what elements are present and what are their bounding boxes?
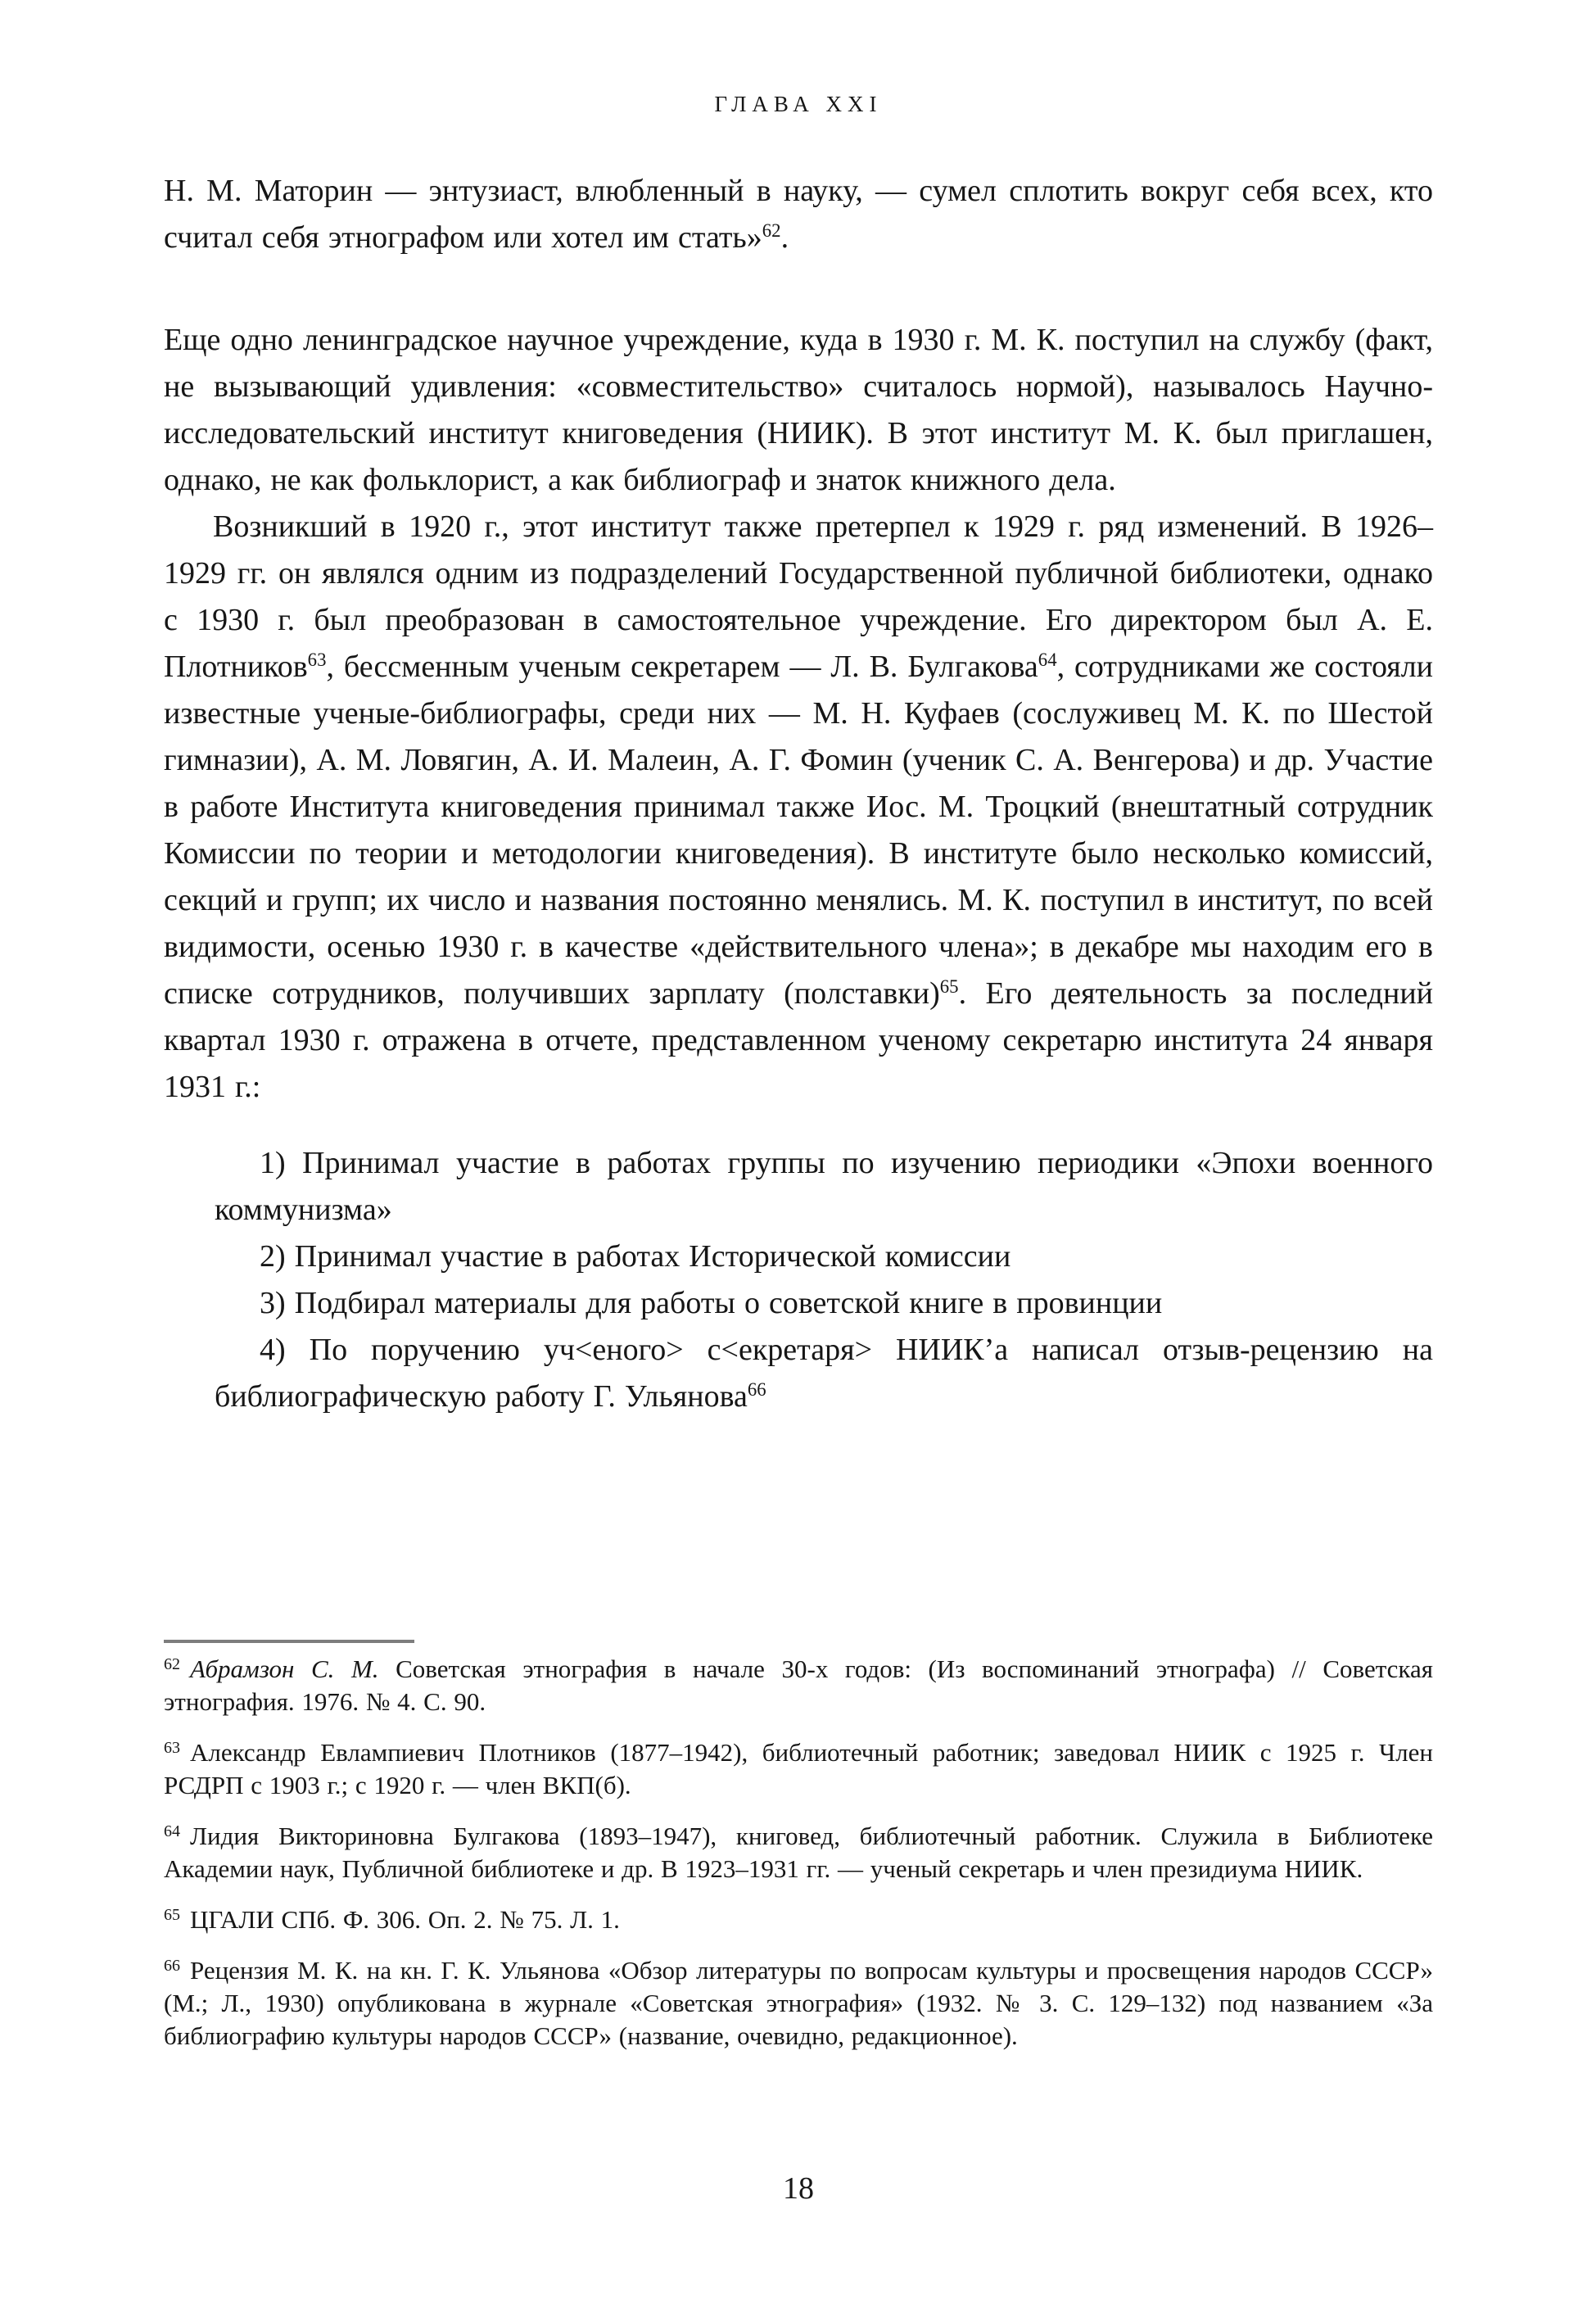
footnote-reference: 63 xyxy=(307,650,327,671)
footnote-reference: 64 xyxy=(1038,650,1057,671)
footnote-marker-64: 64 xyxy=(164,1822,180,1840)
footnote-separator-rule xyxy=(164,1640,414,1643)
page-number: 18 xyxy=(783,2171,814,2206)
list-item-4: 4) По поручению уч<еного> с<екретаря> НИИК’а написал отзыв-рецензию на библиографическую работу Г. Ульянова$^{66}$ xyxy=(215,1333,1433,1414)
footnote-62 xyxy=(164,1653,1433,1718)
list-item-2: 2) Принимал участие в работах Исторической комиссии xyxy=(260,1239,1011,1274)
footnote-marker-66: 66 xyxy=(164,1957,180,1975)
report-activity-list xyxy=(164,1140,1433,1420)
footnote-marker-63: 63 xyxy=(164,1739,180,1757)
footnotes-section xyxy=(164,1640,1433,2053)
footnote-64 xyxy=(164,1820,1433,1885)
paragraph-niik-intro: Еще одно ленинградское научное учреждение, куда в 1930 г. М. К. поступил на службу (факт, не вызывающий удивления: «совместительство» считалось нормой), называлось Научно-исследовательский институт книговедения (НИИК). В этот институт М. К. был приглашен, однако, не как фольклорист, а как библиограф и знаток книжного дела. xyxy=(164,323,1433,497)
footnote-text: ЦГАЛИ СПб. Ф. 306. Оп. 2. № 75. Л. 1. xyxy=(190,1905,620,1934)
list-item-1: 1) Принимал участие в работах группы по изучению периодики «Эпохи военного коммунизма» xyxy=(215,1146,1433,1227)
footnote-65 xyxy=(164,1903,1433,1936)
footnote-text: Александр Евлампиевич Плотников (1877–1942), библиотечный работник; заведовал НИИК с 1925 г. Член РСДРП с 1903 г.; с 1920 г. — член ВКП(б). xyxy=(164,1738,1433,1799)
footnote-marker-62: 62 xyxy=(164,1655,180,1673)
list-item-3: 3) Подбирал материалы для работы о советской книге в провинции xyxy=(260,1286,1163,1320)
footnote-66 xyxy=(164,1954,1433,2053)
footnote-marker-65: 65 xyxy=(164,1906,180,1924)
footnote-reference: 65 xyxy=(939,976,959,998)
footnote-reference: 62 xyxy=(762,220,781,242)
footnote-63 xyxy=(164,1736,1433,1802)
paragraph-quote-end: Н. М. Маторин — энтузиаст, влюбленный в науку, — сумел сплотить вокруг себя всех, кто считал себя этнографом или хотел им стать»$^{62}$. xyxy=(164,174,1433,255)
footnote-text: Абрамзон С. М. Советская этнография в начале 30-х годов: (Из воспоминаний этнографа) // Советская этнография. 1976. № 4. С. 90. xyxy=(164,1654,1434,1716)
footnote-reference: 66 xyxy=(747,1379,766,1401)
footnote-text: Лидия Викториновна Булгакова (1893–1947), книговед, библиотечный работник. Служила в Библиотеке Академии наук, Публичной библиотеке и др. В 1923–1931 гг. — ученый секретарь и член президиума НИИК. xyxy=(164,1822,1433,1883)
paragraph-institute-history: Возникший в 1920 г., этот институт также претерпел к 1929 г. ряд изменений. В 1926–1929 гг. он являлся одним из подразделений Государственной публичной библиотеки, однако с 1930 г. был преобразован в самостоятельное учреждение. Его директором был А. Е. Плотников$^{63}$, бессменным ученым секретарем — Л. В. Булгакова$^{64}$, сотрудниками же состояли известные ученые-библиографы, среди них — М. Н. Куфаев (сослуживец М. К. по Шестой гимназии), А. М. Ловягин, А. И. Малеин, А. Г. Фомин (ученик С. А. Венгерова) и др. Участие в работе Института книговедения принимал также Иос. М. Троцкий (внештатный сотрудник Комиссии по теории и методологии книговедения). В институте было несколько комиссий, секций и групп; их число и названия постоянно менялись. М. К. поступил в институт, по всей видимости, осенью 1930 г. в качестве «действительного члена»; в декабре мы находим его в списке сотрудников, получивших зарплату (полставки)$^{65}$. Его деятельность за последний квартал 1930 г. отражена в отчете, представленном ученому секретарю института 24 января 1931 г.: xyxy=(164,509,1433,1104)
chapter-header: ГЛАВА XXI xyxy=(714,92,883,116)
footnote-text: Рецензия М. К. на кн. Г. К. Ульянова «Обзор литературы по вопросам культуры и просвещения народов СССР» (М.; Л., 1930) опубликована в журнале «Советская этнография» (1932. № 3. С. 129–132) под названием «За библиографию культуры народов СССР» (название, очевидно, редакционное). xyxy=(164,1956,1433,2050)
